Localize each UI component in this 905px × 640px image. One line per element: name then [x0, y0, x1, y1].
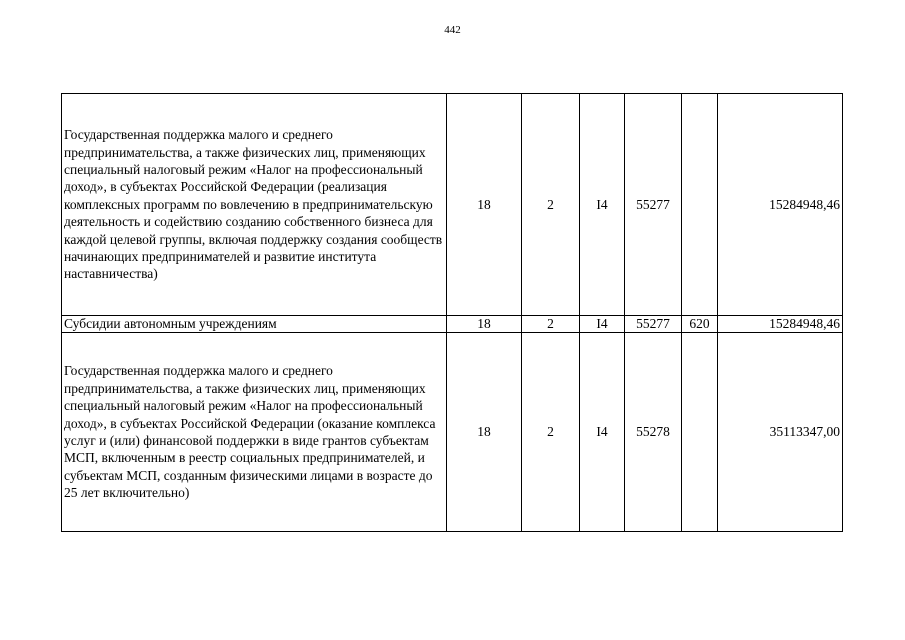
section-code-cell: 2: [522, 316, 580, 333]
table-row: [62, 94, 843, 316]
subsection-code-cell: I4: [580, 333, 625, 532]
subsection-code-cell: I4: [580, 94, 625, 316]
table-row: [62, 316, 843, 333]
subsection-code-cell: I4: [580, 316, 625, 333]
expense-type-cell: [682, 94, 718, 316]
budget-table: [61, 93, 843, 532]
section-code-cell: 2: [522, 333, 580, 532]
amount-cell: 15284948,46: [718, 316, 843, 333]
expense-type-cell: [682, 333, 718, 532]
ministry-code-cell: 18: [447, 316, 522, 333]
ministry-code-cell: 18: [447, 333, 522, 532]
amount-cell: 15284948,46: [718, 94, 843, 316]
expense-type-cell: 620: [682, 316, 718, 333]
section-code-cell: 2: [522, 94, 580, 316]
target-code-cell: 55277: [625, 94, 682, 316]
target-code-cell: 55277: [625, 316, 682, 333]
row-name-cell: Субсидии автономным учреждениям: [62, 316, 447, 333]
amount-cell: 35113347,00: [718, 333, 843, 532]
ministry-code-cell: 18: [447, 94, 522, 316]
row-name-cell: Государственная поддержка малого и среднего предпринимательства, а также физических лиц, применяющих специальный налоговый режим «Налог на профессиональный доход», в субъектах Российской Федерации (реализация комплексных программ по вовлечению в предпринимательскую деятельность и содействию созданию собственного бизнеса для каждой целевой группы, включая поддержку создания сообществ начинающих предпринимателей и развитие института наставничества): [62, 94, 447, 316]
row-name-cell: Государственная поддержка малого и среднего предпринимательства, а также физических лиц, применяющих специальный налоговый режим «Налог на профессиональный доход», в субъектах Российской Федерации (оказание комплекса услуг и (или) финансовой поддержки в виде грантов субъектам МСП, включенным в реестр социальных предпринимателей, и субъектам МСП, созданным физическими лицами в возрасте до 25 лет включительно): [62, 333, 447, 532]
page-number: 442: [444, 24, 461, 36]
target-code-cell: 55278: [625, 333, 682, 532]
table-row: [62, 333, 843, 532]
